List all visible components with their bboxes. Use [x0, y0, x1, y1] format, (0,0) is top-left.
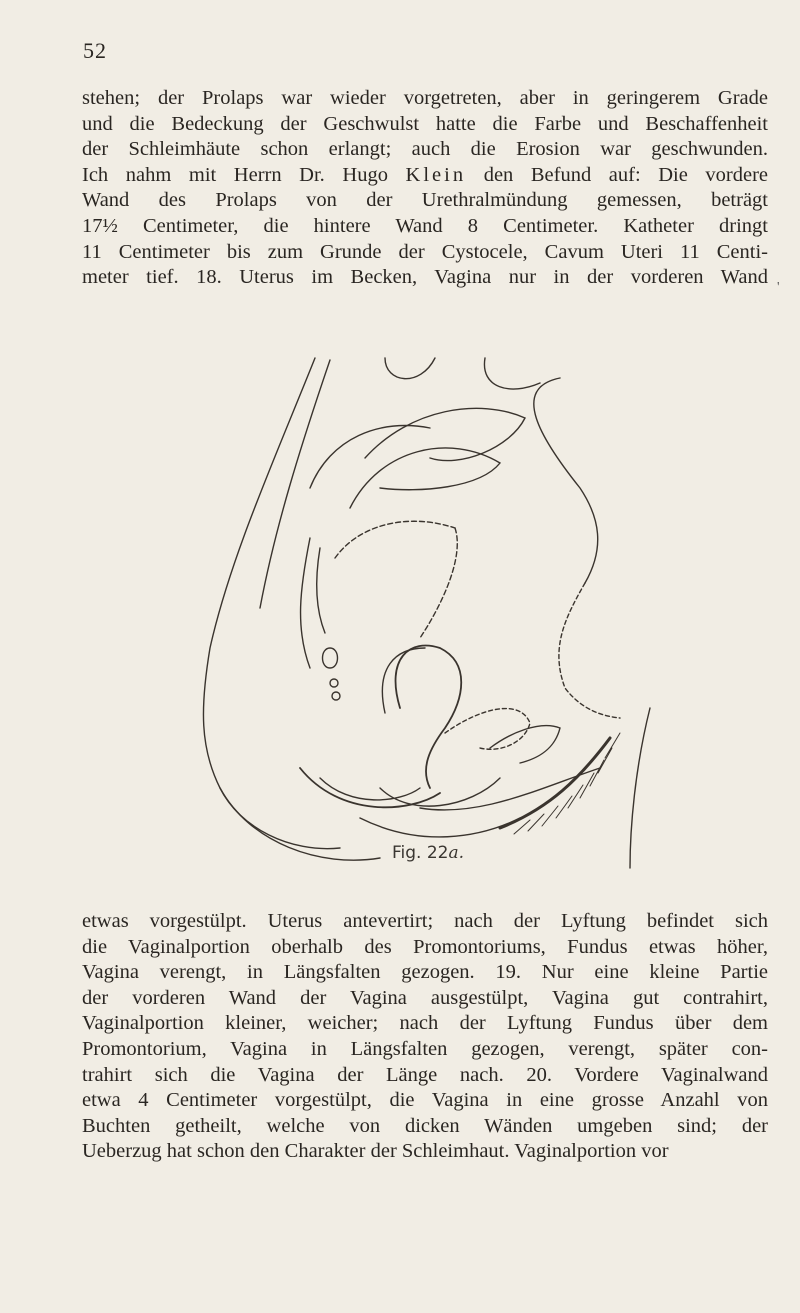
- text-fragment: Ich nahm mit Herrn Dr. Hugo: [82, 163, 388, 186]
- top-paragraph: [82, 86, 768, 291]
- text-line: und die Bedeckung der Geschwulst hatte die Farbe und Beschaffenheit: [82, 112, 768, 135]
- text-line: Vaginalportion kleiner, weicher; nach der Lyftung Fundus über dem: [82, 1012, 768, 1035]
- figure-outline: [203, 358, 650, 868]
- text-line: etwa 4 Centimeter vorgestülpt, die Vagina in eine grosse Anzahl von: [82, 1089, 768, 1112]
- text-line: Wand des Prolaps von der Urethralmündung gemessen, beträgt: [82, 189, 768, 212]
- caption-prefix: Fig. 22: [392, 843, 449, 863]
- text-line: der Schleimhäute schon erlangt; auch die Erosion war geschwunden.: [82, 138, 768, 161]
- text-line: 11 Centimeter bis zum Grunde der Cystocele, Cavum Uteri 11 Centi-: [82, 240, 768, 263]
- text-line-with-name: [82, 163, 768, 189]
- figure-caption: [392, 843, 464, 863]
- figure-drawing: [180, 348, 680, 878]
- anatomical-figure: [180, 348, 680, 878]
- text-line: der vorderen Wand der Vagina ausgestülpt, Vagina gut contrahirt,: [82, 986, 768, 1009]
- text-line: Promontorium, Vagina in Längsfalten gezogen, verengt, später con-: [82, 1037, 768, 1060]
- text-line: Ueberzug hat schon den Charakter der Schleimhaut. Vaginalportion vor: [82, 1140, 669, 1163]
- text-line: meter tief. 18. Uterus im Becken, Vagina nur in der vorderen Wand: [82, 266, 768, 289]
- margin-mark: ': [777, 280, 780, 295]
- text-fragment: den Befund auf: Die vordere: [483, 163, 769, 186]
- text-line: Buchten getheilt, welche von dicken Wänden umgeben sind; der: [82, 1114, 768, 1137]
- caption-suffix: a.: [448, 843, 465, 863]
- text-line: 17½ Centimeter, die hintere Wand 8 Centimeter. Katheter dringt: [82, 214, 768, 237]
- bottom-paragraph: [82, 909, 768, 1165]
- text-line: die Vaginalportion oberhalb des Promontoriums, Fundus etwas höher,: [82, 935, 768, 958]
- text-line: trahirt sich die Vagina der Länge nach. 20. Vordere Vaginalwand: [82, 1063, 768, 1086]
- page-number: 52: [83, 38, 107, 63]
- text-line: Vagina verengt, in Längsfalten gezogen. 19. Nur eine kleine Partie: [82, 961, 768, 984]
- text-line: stehen; der Prolaps war wieder vorgetreten, aber in geringerem Grade: [82, 87, 768, 109]
- text-line: etwas vorgestülpt. Uterus antevertirt; nach der Lyftung befindet sich: [82, 910, 768, 932]
- spaced-name: Klein: [405, 163, 467, 186]
